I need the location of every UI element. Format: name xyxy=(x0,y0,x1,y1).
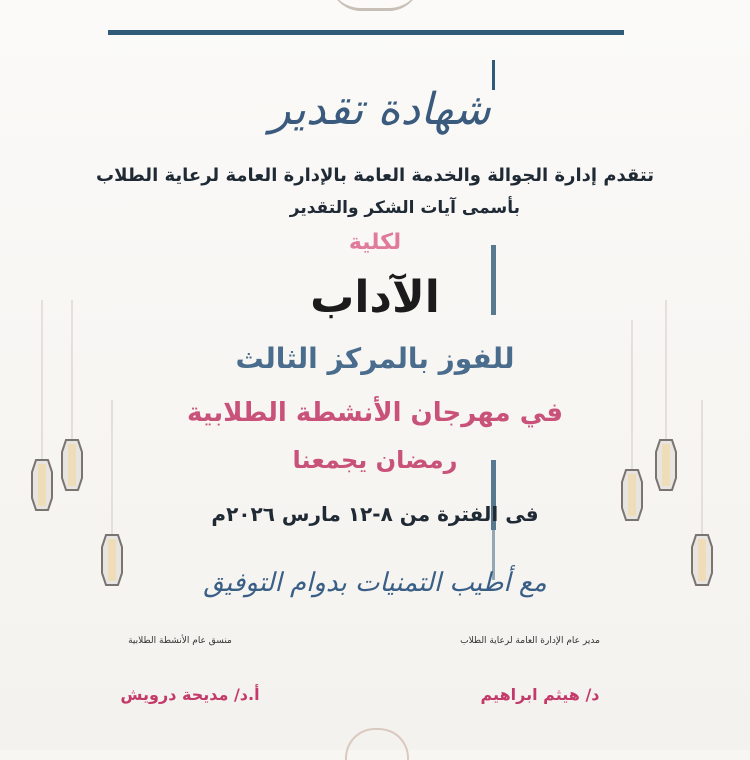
bottom-ornament-arc xyxy=(345,728,409,760)
college-label: لكلية xyxy=(348,230,402,255)
lantern-icon xyxy=(52,300,92,500)
wishes-text: مع أطيب التمنيات بدوام التوفيق xyxy=(203,568,547,598)
right-signatory-name: د/ هيثم ابراهيم xyxy=(480,685,600,704)
certificate-title: شهادة تقدير xyxy=(269,84,491,135)
right-signatory-role: مدير عام الإدارة العامة لرعاية الطلاب xyxy=(460,636,600,646)
lantern-icon xyxy=(682,400,722,595)
top-ornament-arc xyxy=(330,0,420,11)
left-signatory-role: منسق عام الأنشطة الطلابية xyxy=(128,636,232,646)
intro-line-1: تتقدم إدارة الجوالة والخدمة العامة بالإدارة العامة لرعاية الطلاب xyxy=(96,165,654,186)
top-rule xyxy=(108,30,624,35)
festival-text: في مهرجان الأنشطة الطلابية xyxy=(186,398,564,428)
achievement-text: للفوز بالمركز الثالث xyxy=(235,342,515,375)
festival-name: رمضان يجمعنا xyxy=(292,446,458,474)
college-name: الآداب xyxy=(310,272,440,323)
left-signatory-name: أ.د/ مديحة درويش xyxy=(120,685,260,704)
lantern-icon xyxy=(646,300,686,500)
period-text: فى الفترة من ٨-١٢ مارس ٢٠٢٦م xyxy=(211,502,539,526)
lantern-icon xyxy=(92,400,132,595)
intro-line-2: بأسمى آيات الشكر والتقدير xyxy=(289,198,520,218)
